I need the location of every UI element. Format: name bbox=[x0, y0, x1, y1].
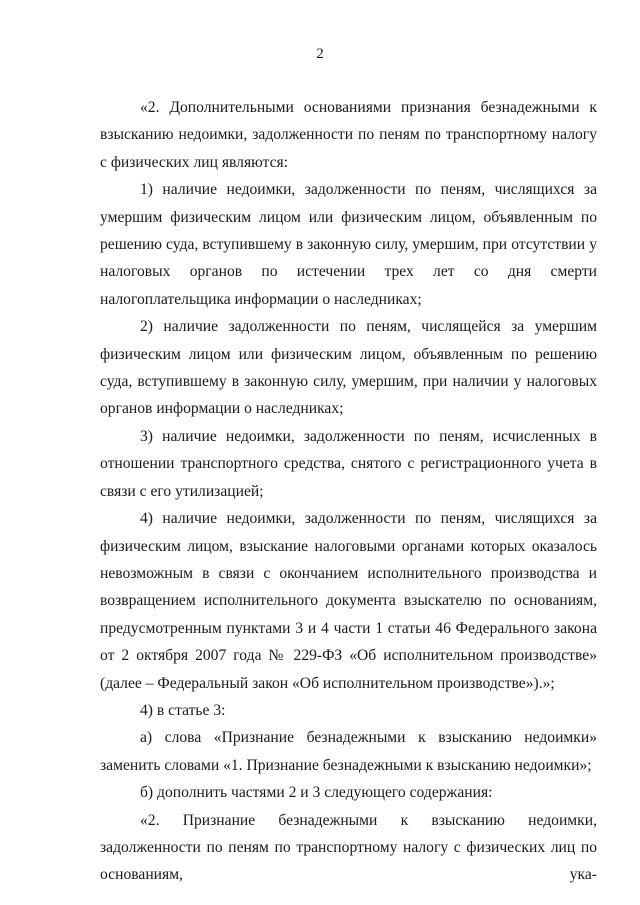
paragraph-item-4: 4) наличие недоимки, задолженности по пеням, числящихся за физическим лицом, взыскание налоговыми органами которых оказалось невозможным в связи с окончанием исполнительного производства и возвращением исполнительного документа взыскателю по основаниям, предусмотренным пунктами 3 и 4 части 1 статьи 46 Федерального закона от 2 октября 2007 года № 229-ФЗ «Об исполнительном производстве» (далее – Федеральный закон «Об исполнительном производстве»).»; bbox=[100, 510, 597, 692]
document-body bbox=[100, 94, 597, 889]
paragraph-item-2: 2) наличие задолженности по пеням, числящейся за умершим физическим лицом или физическим лицом, объявленным по решению суда, вступившему в законную силу, умершим, при наличии у налоговых органов информации о наследниках; bbox=[100, 318, 597, 418]
paragraph-item-1: 1) наличие недоимки, задолженности по пеням, числящихся за умершим физическим лицом или физическим лицом, объявленным по решению суда, вступившему в законную силу, умершим, при отсутствии у налоговых органов по истечении трех лет со дня смерти налогоплательщика информации о наследниках; bbox=[100, 181, 597, 308]
paragraph-part-2-start: «2. Признание безнадежными к взысканию недоимки, задолженности по пеням по транспортному налогу с физических лиц по основаниям, ука- bbox=[100, 811, 597, 884]
paragraph-item-3: 3) наличие недоимки, задолженности по пеням, исчисленных в отношении транспортного средства, снятого с регистрационного учета в связи с его утилизацией; bbox=[100, 427, 597, 500]
paragraph-additional-grounds: «2. Дополнительными основаниями признания безнадежными к взысканию недоимки, задолженности по пеням по транспортному налогу с физических лиц являются: bbox=[100, 99, 597, 171]
page-number: 2 bbox=[316, 46, 324, 62]
paragraph-subitem-b: б) дополнить частями 2 и 3 следующего содержания: bbox=[140, 784, 493, 802]
paragraph-subitem-a: а) слова «Признание безнадежными к взысканию недоимки» заменить словами «1. Признание безнадежными к взысканию недоимки»; bbox=[100, 729, 597, 774]
paragraph-article-3: 4) в статье 3: bbox=[140, 701, 226, 719]
